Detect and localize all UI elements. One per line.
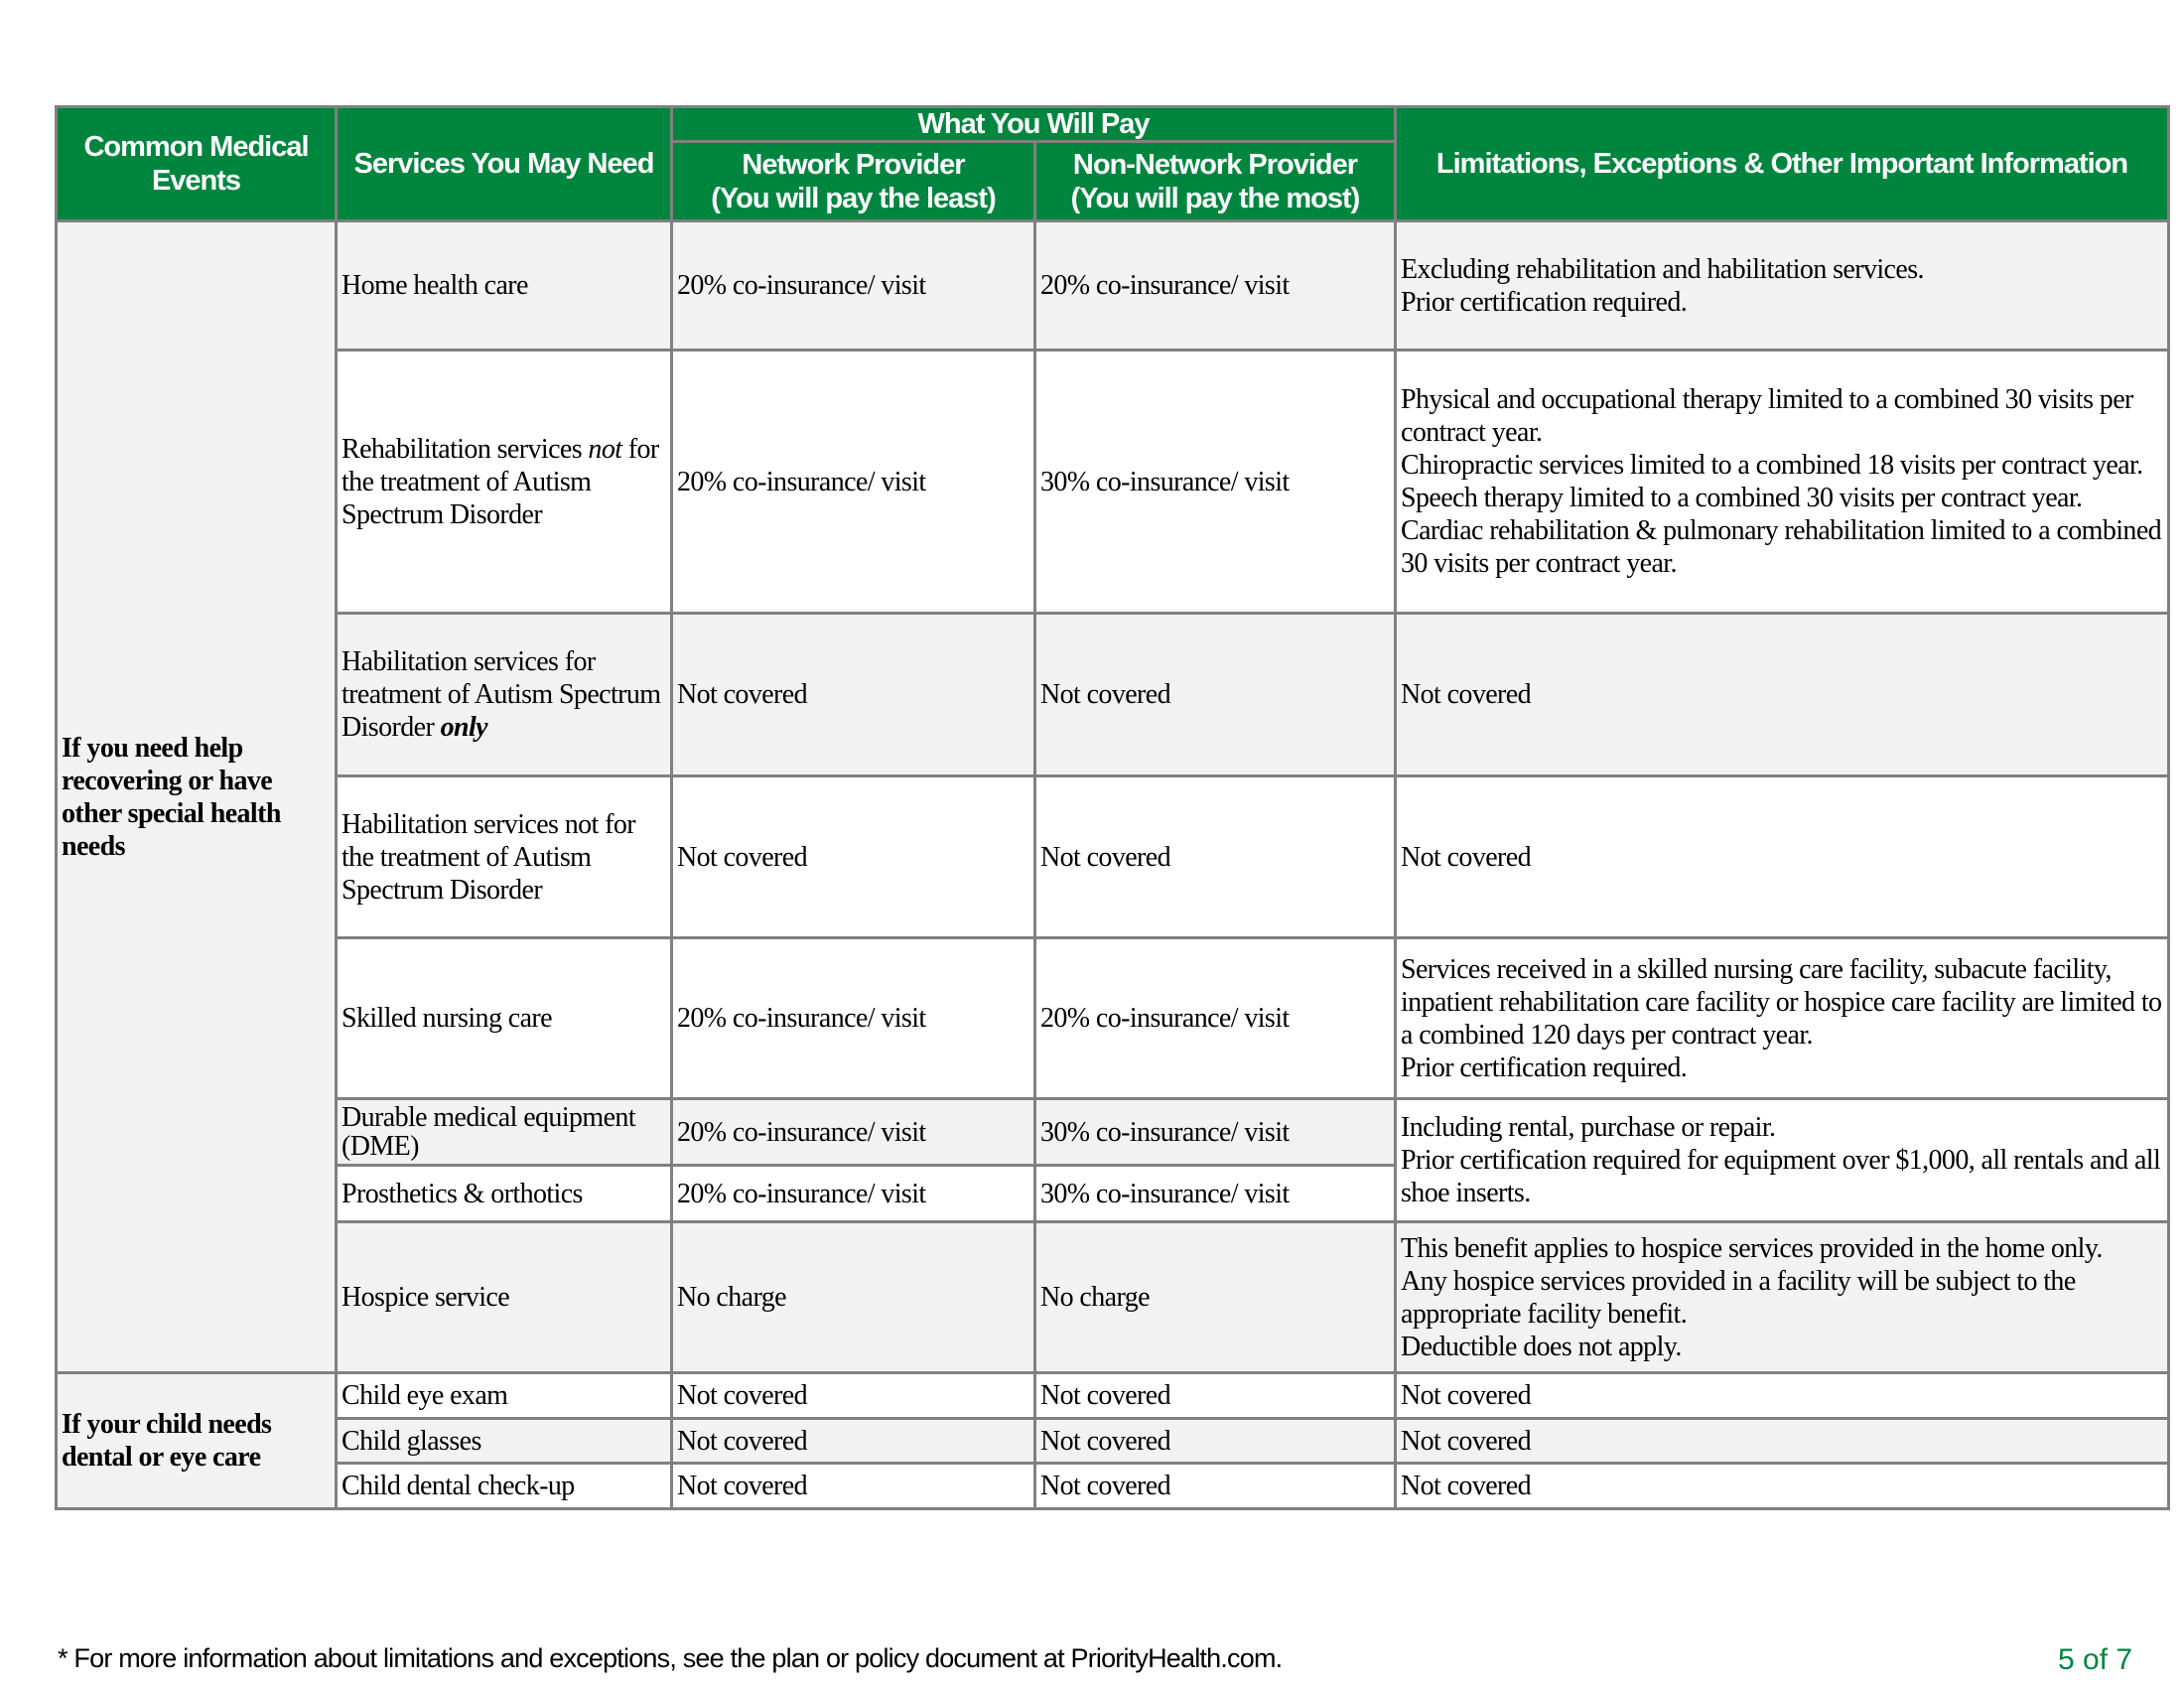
service-cell: Child glasses xyxy=(337,1419,672,1464)
service-cell: Durable medical equipment (DME) xyxy=(337,1099,672,1166)
network-cost: No charge xyxy=(672,1222,1035,1373)
non-network-cost: 20% co-insurance/ visit xyxy=(1035,221,1396,351)
table-row xyxy=(57,938,2169,1099)
limit-line: Services received in a skilled nursing care facility, subacute facility, inpatient rehabilitation care facility or hospice care facility are limited to a combined 120 days per contract year. xyxy=(1401,953,2162,1051)
table-row xyxy=(57,1464,2169,1509)
limit-line: Excluding rehabilitation and habilitation services. xyxy=(1401,253,1924,285)
service-cell: Child dental check-up xyxy=(337,1464,672,1509)
header-non-network-sub: (You will pay the most) xyxy=(1070,182,1360,214)
network-cost: 20% co-insurance/ visit xyxy=(672,1166,1035,1222)
table-row xyxy=(57,221,2169,351)
event-cell: If you need help recovering or have other special health needs xyxy=(57,221,337,1373)
service-cell: Child eye exam xyxy=(337,1373,672,1419)
header-network xyxy=(672,142,1035,221)
limitations-cell xyxy=(1396,351,2169,614)
limit-line: Any hospice services provided in a facility will be subject to the appropriate facility benefit. xyxy=(1401,1265,2076,1330)
network-cost: Not covered xyxy=(672,1464,1035,1509)
header-non-network-label: Non-Network Provider xyxy=(1072,148,1358,181)
limitations-cell xyxy=(1396,1099,2169,1222)
network-cost: 20% co-insurance/ visit xyxy=(672,351,1035,614)
limit-line: Cardiac rehabilitation & pulmonary rehabilitation limited to a combined 30 visits per contract year. xyxy=(1401,515,2162,579)
header-limitations: Limitations, Exceptions & Other Important Information xyxy=(1396,107,2169,221)
limitations-cell: Not covered xyxy=(1396,614,2169,776)
service-text: for the treatment of Autism Spectrum Disorder xyxy=(341,433,659,530)
service-text: Habilitation services for treatment of Autism Spectrum Disorder xyxy=(341,646,661,743)
non-network-cost: 30% co-insurance/ visit xyxy=(1035,351,1396,614)
network-cost: 20% co-insurance/ visit xyxy=(672,1099,1035,1166)
non-network-cost: Not covered xyxy=(1035,614,1396,776)
non-network-cost: No charge xyxy=(1035,1222,1396,1373)
table-row xyxy=(57,1222,2169,1373)
network-cost: 20% co-insurance/ visit xyxy=(672,938,1035,1099)
service-emphasis: not xyxy=(588,433,622,465)
event-cell: If your child needs dental or eye care xyxy=(57,1373,337,1509)
service-cell: Home health care xyxy=(337,221,672,351)
limitations-cell: Not covered xyxy=(1396,1373,2169,1419)
limitations-cell xyxy=(1396,1222,2169,1373)
footer-note: * For more information about limitations and exceptions, see the plan or policy document at PriorityHealth.com. xyxy=(58,1643,1283,1673)
service-cell xyxy=(337,614,672,776)
coverage-table xyxy=(55,105,2170,1510)
limit-line: Physical and occupational therapy limited to a combined 30 visits per contract year. xyxy=(1401,384,2133,448)
header-network-sub: (You will pay the least) xyxy=(711,182,996,214)
table-row xyxy=(57,776,2169,938)
table-row xyxy=(57,1099,2169,1166)
service-cell: Hospice service xyxy=(337,1222,672,1373)
limit-line: Including rental, purchase or repair. xyxy=(1401,1112,1776,1143)
header-common-events: Common Medical Events xyxy=(57,107,337,221)
page-number: 5 of 7 xyxy=(2058,1643,2133,1676)
table-row xyxy=(57,351,2169,614)
limitations-cell: Not covered xyxy=(1396,776,2169,938)
non-network-cost: Not covered xyxy=(1035,1373,1396,1419)
header-network-label: Network Provider xyxy=(742,148,965,181)
header-what-you-pay: What You Will Pay xyxy=(672,107,1396,142)
header-non-network xyxy=(1035,142,1396,221)
non-network-cost: Not covered xyxy=(1035,776,1396,938)
limit-line: Speech therapy limited to a combined 30 visits per contract year. xyxy=(1401,483,2083,513)
service-cell: Skilled nursing care xyxy=(337,938,672,1099)
limit-line: Prior certification required. xyxy=(1401,286,1688,318)
limitations-cell xyxy=(1396,938,2169,1099)
network-cost: 20% co-insurance/ visit xyxy=(672,221,1035,351)
limitations-cell xyxy=(1396,221,2169,351)
non-network-cost: 20% co-insurance/ visit xyxy=(1035,938,1396,1099)
network-cost: Not covered xyxy=(672,776,1035,938)
table-row xyxy=(57,1373,2169,1419)
limitations-cell: Not covered xyxy=(1396,1419,2169,1464)
service-text: Rehabilitation services xyxy=(341,433,589,465)
service-cell xyxy=(337,351,672,614)
service-cell: Habilitation services not for the treatment of Autism Spectrum Disorder xyxy=(337,776,672,938)
non-network-cost: 30% co-insurance/ visit xyxy=(1035,1099,1396,1166)
network-cost: Not covered xyxy=(672,1373,1035,1419)
service-emphasis: only xyxy=(440,712,487,743)
table-row xyxy=(57,614,2169,776)
table-row xyxy=(57,1419,2169,1464)
network-cost: Not covered xyxy=(672,614,1035,776)
limit-line: This benefit applies to hospice services provided in the home only. xyxy=(1401,1232,2103,1264)
limit-line: Deductible does not apply. xyxy=(1401,1331,1682,1362)
non-network-cost: 30% co-insurance/ visit xyxy=(1035,1166,1396,1222)
limit-line: Prior certification required. xyxy=(1401,1052,1688,1083)
header-services: Services You May Need xyxy=(337,107,672,221)
limitations-cell: Not covered xyxy=(1396,1464,2169,1509)
non-network-cost: Not covered xyxy=(1035,1419,1396,1464)
network-cost: Not covered xyxy=(672,1419,1035,1464)
limit-line: Prior certification required for equipment over $1,000, all rentals and all shoe inserts. xyxy=(1401,1145,2161,1208)
service-cell: Prosthetics & orthotics xyxy=(337,1166,672,1222)
limit-line: Chiropractic services limited to a combined 18 visits per contract year. xyxy=(1401,450,2143,481)
non-network-cost: Not covered xyxy=(1035,1464,1396,1509)
